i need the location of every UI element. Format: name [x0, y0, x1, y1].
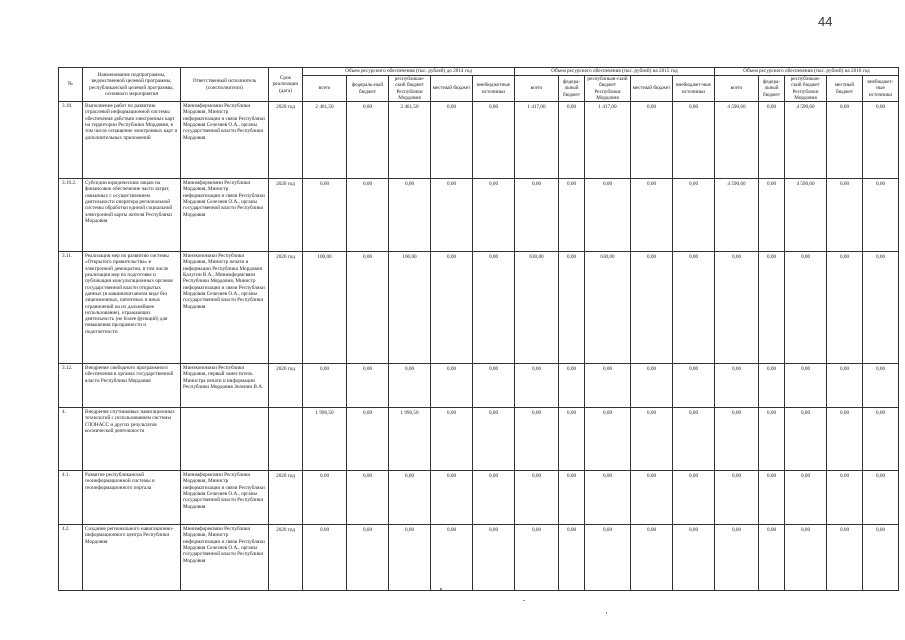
table-row — [59, 252, 899, 364]
row-term: 2020 год — [269, 364, 303, 408]
value-cell: 0,00 — [673, 471, 715, 525]
header-no: № — [59, 68, 83, 102]
subheader: всего — [303, 76, 347, 102]
value-cell: 0,00 — [863, 471, 899, 525]
table-body — [59, 102, 899, 591]
value-cell: 1 996,50 — [303, 408, 347, 471]
value-cell: 0,00 — [673, 252, 715, 364]
subheader: федера-льный бюджет — [759, 76, 785, 102]
page-number: 44 — [818, 14, 833, 29]
value-cell: 0,00 — [673, 102, 715, 179]
value-cell: 1 417,00 — [515, 102, 559, 179]
row-executor: Минимформсвязи Республики Мордовия, Министр информатизации и связи Республики Мордовия Селезнев О.А., органы государственной власти Республики Мордовия — [181, 471, 269, 525]
table-header — [59, 68, 899, 102]
subheader: всего — [515, 76, 559, 102]
value-cell: 0,00 — [785, 408, 827, 471]
value-cell: 0,00 — [631, 179, 673, 252]
value-cell: 100,00 — [303, 252, 347, 364]
value-cell: 0,00 — [827, 471, 863, 525]
row-number: 3.12. — [59, 364, 83, 408]
value-cell: 0,00 — [431, 364, 473, 408]
value-cell: 0,00 — [559, 525, 585, 591]
row-name: Субсидии юридическим лицам на финансовое обеспечение части затрат, связанных с осуществлением деятельности оператора региональной системы обработки единой социальной электронной карты жителя Республики Мордовия — [83, 179, 181, 252]
value-cell: 0,00 — [673, 179, 715, 252]
row-executor: Минимформсвязи Республики Мордовия, Министр информатизации и связи Республики Мордовия Селезнев О.А., органы государственной власти Республики Мордовия — [181, 179, 269, 252]
row-name: Выполнение работ по развитию отраслевой информационной системы обеспечения действия электронных карт на территории Республики Мордовия, в том числе оснащение электронных карт и дополнительных приложений — [83, 102, 181, 179]
header-name: Наименование подпрограммы, ведомственной целевой программы, республиканской целевой программы, основного мероприятия — [83, 68, 181, 102]
value-cell: 0,00 — [715, 525, 759, 591]
row-name: Развитие республиканской геоинформационной системы и геоинформационного портала — [83, 471, 181, 525]
row-executor: Минимформсвязи Республики Мордовия, Министр информатизации и связи Республики Мордовия Селезнев О.А., органы государственной власти Республики Мордовия — [181, 102, 269, 179]
value-cell: 0,00 — [585, 471, 631, 525]
header-group-2015: Объем ресурсного обеспечения (тыс. рублей) на 2015 год — [515, 68, 715, 76]
value-cell: 0,00 — [863, 364, 899, 408]
row-name: Внедрение спутниковых навигационных технологий с использованием системы ГЛОНАСС и других результатов космической деятельности — [83, 408, 181, 471]
budget-table — [58, 67, 899, 591]
value-cell: 0,00 — [759, 408, 785, 471]
row-executor: Минэкономики Республики Мордовия, первый заместитель Министра печати и информации Республики Мордовия Зеленин В.А. — [181, 364, 269, 408]
value-cell: 0,00 — [303, 471, 347, 525]
row-term: 2020 год — [269, 102, 303, 179]
subheader: внебюджетные источники — [473, 76, 515, 102]
subheader: местный бюджет — [431, 76, 473, 102]
value-cell: 4 590,60 — [715, 179, 759, 252]
row-name: Внедрение свободного программного обеспечения в органах государственной власти Республики Мордовия — [83, 364, 181, 408]
value-cell: 0,00 — [759, 471, 785, 525]
value-cell: 0,00 — [515, 408, 559, 471]
value-cell: 0,00 — [863, 102, 899, 179]
value-cell: 0,00 — [473, 471, 515, 525]
value-cell: 0,00 — [431, 471, 473, 525]
row-number: 4.1. — [59, 471, 83, 525]
value-cell: 0,00 — [785, 364, 827, 408]
table-row — [59, 179, 899, 252]
subheader: федераль-ный бюджет — [347, 76, 389, 102]
value-cell: 0,00 — [431, 252, 473, 364]
value-cell: 0,00 — [827, 179, 863, 252]
subheader: внебюджет-ные источники — [863, 76, 899, 102]
value-cell: 0,00 — [473, 179, 515, 252]
value-cell: 0,00 — [863, 525, 899, 591]
subheader: федера-льный бюджет — [559, 76, 585, 102]
value-cell: 0,00 — [715, 471, 759, 525]
value-cell: 0,00 — [559, 471, 585, 525]
value-cell: 0,00 — [303, 525, 347, 591]
scan-speck — [523, 600, 525, 601]
value-cell: 0,00 — [785, 252, 827, 364]
value-cell: 0,00 — [389, 471, 431, 525]
scan-speck — [440, 588, 442, 590]
value-cell: 0,00 — [347, 102, 389, 179]
value-cell: 0,00 — [631, 408, 673, 471]
value-cell: 0,00 — [759, 364, 785, 408]
value-cell: 0,00 — [515, 364, 559, 408]
value-cell: 0,00 — [559, 179, 585, 252]
value-cell: 630,00 — [515, 252, 559, 364]
value-cell: 0,00 — [559, 252, 585, 364]
value-cell: 0,00 — [785, 525, 827, 591]
value-cell: 0,00 — [473, 525, 515, 591]
value-cell: 630,00 — [585, 252, 631, 364]
value-cell: 4 590,60 — [785, 179, 827, 252]
value-cell: 0,00 — [431, 408, 473, 471]
value-cell: 0,00 — [759, 252, 785, 364]
value-cell: 0,00 — [631, 252, 673, 364]
value-cell: 0,00 — [303, 179, 347, 252]
table-row — [59, 102, 899, 179]
header-term: Срок реализации (дата) — [269, 68, 303, 102]
row-number: 3.10. — [59, 102, 83, 179]
value-cell: 0,00 — [585, 179, 631, 252]
row-name: Создание регионального навигационно-информационного центра Республики Мордовия — [83, 525, 181, 591]
value-cell: 0,00 — [585, 408, 631, 471]
value-cell: 0,00 — [473, 364, 515, 408]
value-cell: 0,00 — [827, 525, 863, 591]
value-cell: 0,00 — [473, 252, 515, 364]
value-cell: 0,00 — [827, 102, 863, 179]
value-cell: 0,00 — [347, 471, 389, 525]
value-cell: 0,00 — [631, 102, 673, 179]
row-executor: Минимформсвязи Республики Мордовия, Министр информатизации и связи Республики Мордовия Селезнев О.А., органы государственной власти Республики Мордовия — [181, 525, 269, 591]
value-cell: 0,00 — [347, 252, 389, 364]
subheader: республикан-ский бюджет Республики Мордовия — [585, 76, 631, 102]
subheader: всего — [715, 76, 759, 102]
value-cell: 0,00 — [389, 179, 431, 252]
value-cell: 0,00 — [785, 471, 827, 525]
value-cell: 2 461,50 — [389, 102, 431, 179]
value-cell: 0,00 — [827, 252, 863, 364]
value-cell: 4 590,60 — [785, 102, 827, 179]
subheader: республикан-ский бюджет Республики Мордовия — [389, 76, 431, 102]
value-cell: 0,00 — [515, 179, 559, 252]
value-cell: 0,00 — [389, 525, 431, 591]
value-cell: 0,00 — [389, 364, 431, 408]
row-number: 3.10.2. — [59, 179, 83, 252]
table-row — [59, 525, 899, 591]
value-cell: 0,00 — [715, 364, 759, 408]
value-cell: 2 461,50 — [303, 102, 347, 179]
value-cell: 0,00 — [827, 408, 863, 471]
value-cell: 0,00 — [585, 364, 631, 408]
value-cell: 0,00 — [715, 408, 759, 471]
row-executor — [181, 408, 269, 471]
value-cell: 0,00 — [863, 179, 899, 252]
scan-speck — [606, 612, 607, 614]
value-cell: 0,00 — [863, 408, 899, 471]
row-name: Реализация мер по развитию системы «Открытого правительства» в электронной демократии, в том числе реализация мер по подготовке и публикации консультационных органов государственной власти открытых данных (в машиночитаемом виде без лицензионных, патентных и иных ограничений на их дальнейшее использование), отражающих деятельность (не более функций) для повышения прозрачности и подотчетности — [83, 252, 181, 364]
value-cell: 0,00 — [631, 471, 673, 525]
value-cell: 0,00 — [715, 252, 759, 364]
value-cell: 0,00 — [827, 364, 863, 408]
value-cell: 0,00 — [431, 525, 473, 591]
header-group-2016: Объем ресурсного обеспечения (тыс. рублей) на 2016 год — [715, 68, 899, 76]
subheader: республикан-ский бюджет Республики Мордовия — [785, 76, 827, 102]
value-cell: 0,00 — [559, 102, 585, 179]
row-executor: Минэкономики Республики Мордовия, Министр печати и информации Республики Мордовия Калугин В.А., Минимформсвязи Республики Мордовия, Министр информатизации и связи Республики Мордовия Селезнев О.А., органы государственной власти Республики Мордовия — [181, 252, 269, 364]
value-cell: 1 996,50 — [389, 408, 431, 471]
table-row — [59, 471, 899, 525]
value-cell: 0,00 — [759, 102, 785, 179]
row-number: 3.11. — [59, 252, 83, 364]
subheader: местный бюджет — [631, 76, 673, 102]
value-cell: 1 417,00 — [585, 102, 631, 179]
value-cell: 0,00 — [863, 252, 899, 364]
value-cell: 100,00 — [389, 252, 431, 364]
value-cell: 4 590,60 — [715, 102, 759, 179]
row-term: 2020 год — [269, 252, 303, 364]
value-cell: 0,00 — [473, 408, 515, 471]
value-cell: 0,00 — [347, 525, 389, 591]
subheader: внебюджет-ные источники — [673, 76, 715, 102]
table-row — [59, 364, 899, 408]
row-term: 2020 год — [269, 179, 303, 252]
subheader: местный бюджет — [827, 76, 863, 102]
value-cell: 0,00 — [759, 525, 785, 591]
row-number: 4. — [59, 408, 83, 471]
value-cell: 0,00 — [559, 364, 585, 408]
row-number: 4.2. — [59, 525, 83, 591]
row-term: 2020 год — [269, 525, 303, 591]
row-term — [269, 408, 303, 471]
value-cell: 0,00 — [347, 408, 389, 471]
value-cell: 0,00 — [515, 471, 559, 525]
value-cell: 0,00 — [347, 179, 389, 252]
value-cell: 0,00 — [631, 525, 673, 591]
table-row — [59, 408, 899, 471]
value-cell: 0,00 — [673, 525, 715, 591]
row-term: 2020 год — [269, 471, 303, 525]
value-cell: 0,00 — [631, 364, 673, 408]
value-cell: 0,00 — [473, 102, 515, 179]
value-cell: 0,00 — [303, 364, 347, 408]
value-cell: 0,00 — [431, 102, 473, 179]
value-cell: 0,00 — [585, 525, 631, 591]
value-cell: 0,00 — [759, 179, 785, 252]
value-cell: 0,00 — [515, 525, 559, 591]
value-cell: 0,00 — [673, 364, 715, 408]
header-group-2014: Объем ресурсного обеспечения (тыс. рублей) до 2014 год — [303, 68, 515, 76]
header-executor: Ответственный исполнитель (соисполнители) — [181, 68, 269, 102]
value-cell: 0,00 — [673, 408, 715, 471]
value-cell: 0,00 — [347, 364, 389, 408]
value-cell: 0,00 — [431, 179, 473, 252]
value-cell: 0,00 — [559, 408, 585, 471]
